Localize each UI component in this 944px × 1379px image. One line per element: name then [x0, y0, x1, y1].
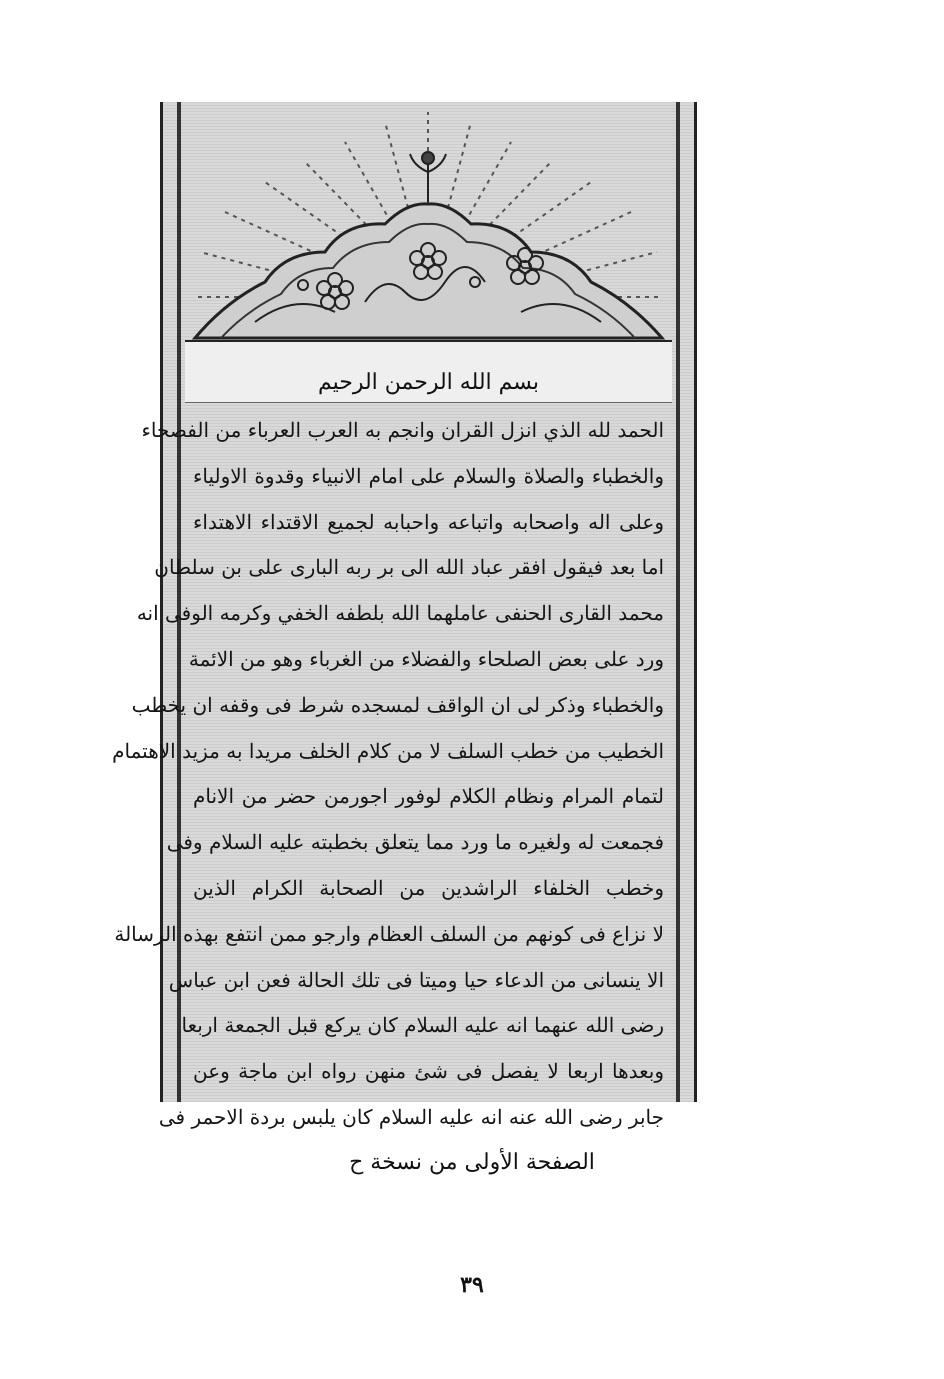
manuscript-line: ورد على بعض الصلحاء والفضلاء من الغرباء وهو من الائمة — [188, 646, 664, 671]
manuscript-line: رضى الله عنهما انه عليه السلام كان يركع قبل الجمعة اربعا — [181, 1013, 664, 1038]
manuscript-line: الحمد لله الذي انزل القران وانجم به العرب العرباء من الفصحاء — [141, 418, 664, 442]
manuscript-line: جابر رضى الله عنه انه عليه السلام كان يلبس بردة الاحمر فى — [158, 1104, 664, 1129]
frame-rule-right — [676, 102, 680, 1102]
manuscript-line: وخطب الخلفاء الراشدين من الصحابة الكرام الذين — [193, 875, 664, 900]
manuscript-text — [112, 402, 672, 1129]
manuscript-line: لا نزاع فى كونهم من السلف العظام وارجو ممن انتفع بهذه الرسالة — [114, 921, 664, 946]
basmala-heading: بسم الله الرحمن الرحيم — [317, 370, 540, 395]
finial-icon — [410, 152, 446, 202]
manuscript-line: اما بعد فيقول افقر عباد الله الى بر ربه البارى على بن سلطان — [154, 555, 664, 580]
manuscript-line: فجمعت له ولغيره ما ورد مما يتعلق بخطبته عليه السلام وفى — [166, 830, 664, 855]
manuscript-frame — [112, 102, 697, 1129]
page-number: ٣٩ — [460, 1272, 484, 1298]
manuscript-line: وعلى اله واصحابه واتباعه واحبابه لجميع الاقتداء الاهتداء — [193, 509, 664, 534]
figure-caption: الصفحة الأولى من نسخة ح — [349, 1150, 595, 1175]
illuminated-headpiece — [185, 102, 672, 342]
manuscript-line: والخطباء وذكر لى ان الواقف لمسجده شرط فى وقفه ان يخطب — [131, 692, 664, 717]
manuscript-line: لتمام المرام ونظام الكلام لوفور اجورمن حضر من الانام — [193, 784, 664, 809]
manuscript-line: محمد القارى الحنفى عاملهما الله بلطفه الخفي وكرمه الوفى انه — [136, 601, 664, 626]
manuscript-line: والخطباء والصلاة والسلام على امام الانبياء وقدوة الاولياء — [193, 463, 664, 488]
manuscript-line: الا ينسانى من الدعاء حيا وميتا فى تلك الحالة فعن ابن عباس — [168, 967, 664, 992]
manuscript-line: وبعدها اربعا لا يفصل فى شئ منهن رواه ابن ماجة وعن — [193, 1059, 664, 1084]
manuscript-line: الخطيب من خطب السلف لا من كلام الخلف مريدا به مزيد الاهتمام — [112, 738, 664, 763]
